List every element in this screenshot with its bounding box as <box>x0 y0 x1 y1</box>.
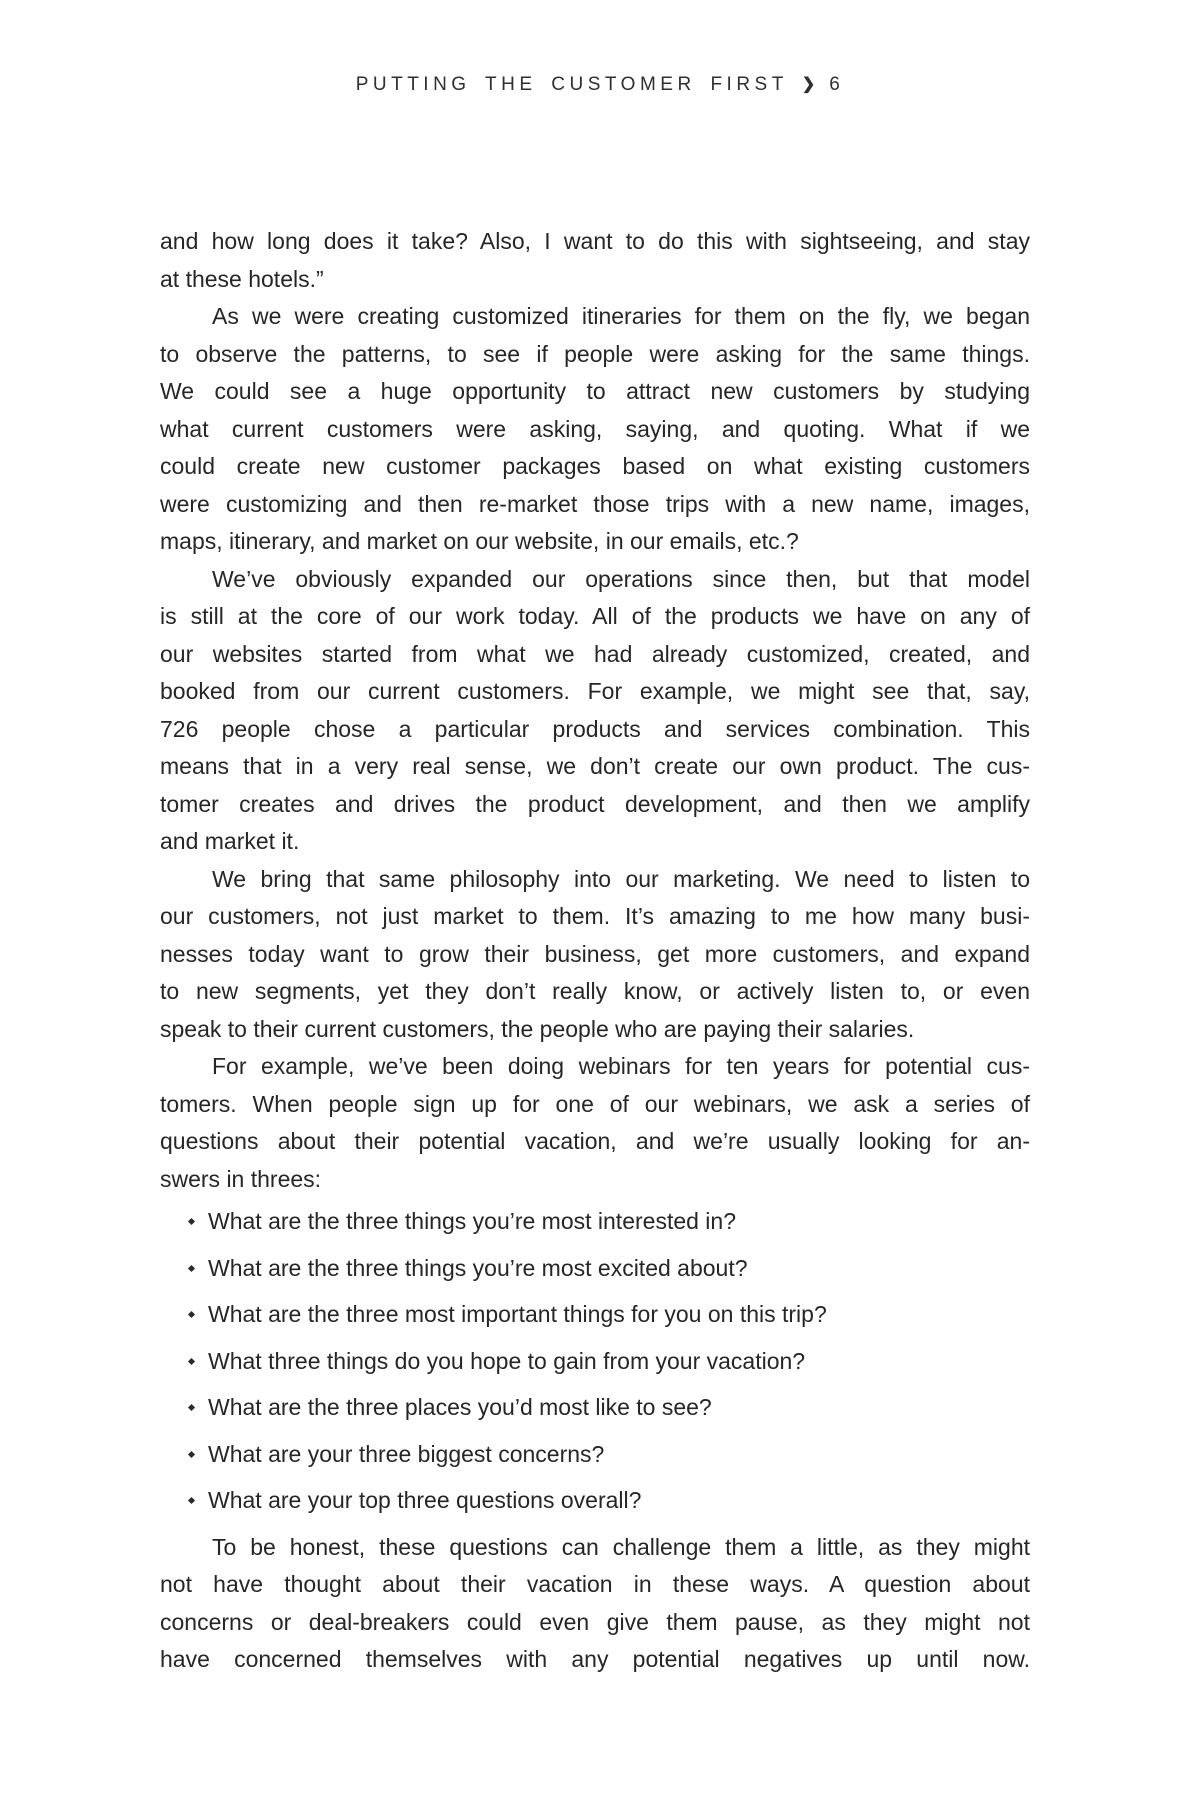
paragraph-line: We’ve obviously expanded our operations since then, but that model <box>212 565 1030 592</box>
text-column <box>160 223 1030 1679</box>
paragraph-line: speak to their current customers, the people who are paying their salaries. <box>160 1015 915 1042</box>
paragraph-line: could create new customer packages based on what existing customers <box>160 453 1030 479</box>
list-item <box>160 1436 1030 1474</box>
list-item-text: What three things do you hope to gain from your vacation? <box>208 1347 806 1374</box>
list-item <box>160 1296 1030 1334</box>
paragraph-line: 726 people chose a particular products and services combination. This <box>160 715 1030 742</box>
paragraph-line: tomers. When people sign up for one of our webinars, we ask a series of <box>160 1090 1030 1117</box>
list-item-text: What are the three most important things for you on this trip? <box>208 1301 827 1327</box>
paragraph-line: our customers, not just market to them. It’s amazing to me how many busi- <box>160 903 1030 929</box>
list-item <box>160 1203 1030 1241</box>
list-item <box>160 1482 1030 1520</box>
paragraph-line: As we were creating customized itineraries for them on the fly, we began <box>212 303 1030 329</box>
paragraph-line: tomer creates and drives the product development, and then we amplify <box>160 790 1030 817</box>
paragraph-line: at these hotels.” <box>160 265 324 292</box>
paragraph <box>160 298 1030 561</box>
list-item-text: What are your top three questions overall? <box>208 1487 642 1513</box>
bullet-icon <box>188 1218 195 1225</box>
paragraph-line: For example, we’ve been doing webinars for ten years for potential cus- <box>212 1053 1030 1079</box>
question-list <box>160 1203 1030 1520</box>
paragraph-line: We bring that same philosophy into our marketing. We need to listen to <box>212 865 1030 892</box>
paragraph-line: concerns or deal-breakers could even give them pause, as they might not <box>160 1608 1030 1635</box>
list-item-text: What are the three places you’d most like to see? <box>208 1394 712 1420</box>
paragraph-line: is still at the core of our work today. All of the products we have on any of <box>160 603 1030 629</box>
paragraph-line: our websites started from what we had already customized, created, and <box>160 640 1030 667</box>
list-item <box>160 1389 1030 1427</box>
paragraph-line: to new segments, yet they don’t really know, or actively listen to, or even <box>160 978 1030 1004</box>
paragraph-line: were customizing and then re-market those trips with a new name, images, <box>160 490 1030 517</box>
page-header <box>0 74 1200 96</box>
bullet-icon <box>188 1450 195 1457</box>
bullet-icon <box>188 1264 195 1271</box>
running-head-title: PUTTING THE CUSTOMER FIRST <box>355 74 788 95</box>
paragraph-line: to observe the patterns, to see if people were asking for the same things. <box>160 340 1030 367</box>
page-number: 6 <box>829 74 845 95</box>
paragraph <box>160 861 1030 1049</box>
paragraph <box>160 1048 1030 1198</box>
paragraph-line: maps, itinerary, and market on our website, in our emails, etc.? <box>160 528 799 554</box>
list-item-text: What are the three things you’re most interested in? <box>208 1208 737 1234</box>
list-item-text: What are the three things you’re most excited about? <box>208 1254 748 1281</box>
bullet-icon <box>188 1311 195 1318</box>
bullet-icon <box>188 1497 195 1504</box>
paragraph-line: booked from our current customers. For example, we might see that, say, <box>160 678 1030 704</box>
paragraph <box>160 561 1030 861</box>
paragraph <box>160 223 1030 298</box>
paragraph-line: means that in a very real sense, we don’t create our own product. The cus- <box>160 753 1030 779</box>
paragraph <box>160 1529 1030 1679</box>
bullet-icon <box>188 1357 195 1364</box>
list-item-text: What are your three biggest concerns? <box>208 1440 605 1467</box>
paragraph-line: what current customers were asking, saying, and quoting. What if we <box>160 415 1030 442</box>
chevron-separator-icon: ❯ <box>801 76 816 93</box>
paragraph-line: questions about their potential vacation, and we’re usually looking for an- <box>160 1128 1030 1154</box>
paragraph-line: have concerned themselves with any potential negatives up until now. <box>160 1646 1030 1672</box>
paragraph-line: and how long does it take? Also, I want to do this with sightseeing, and stay <box>160 228 1030 254</box>
list-item <box>160 1343 1030 1381</box>
paragraph-line: To be honest, these questions can challenge them a little, as they might <box>212 1533 1030 1560</box>
bullet-icon <box>188 1404 195 1411</box>
paragraph-line: not have thought about their vacation in these ways. A question about <box>160 1571 1030 1597</box>
paragraph-line: swers in threes: <box>160 1165 322 1192</box>
paragraph-line: We could see a huge opportunity to attract new customers by studying <box>160 378 1030 404</box>
paragraph-line: nesses today want to grow their business, get more customers, and expand <box>160 940 1030 967</box>
list-item <box>160 1250 1030 1288</box>
paragraph-line: and market it. <box>160 828 300 854</box>
